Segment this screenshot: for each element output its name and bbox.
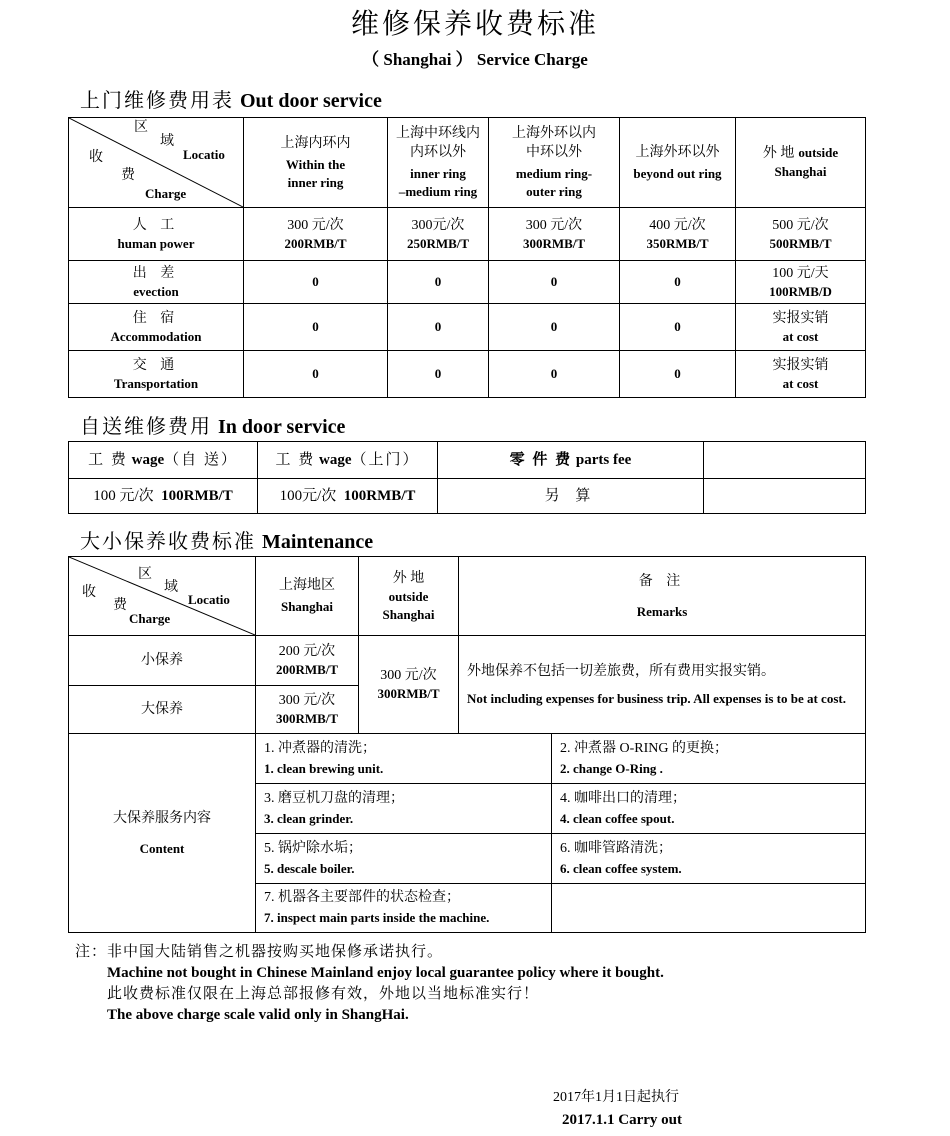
parts-cn: 零 件 费 <box>509 452 573 468</box>
outdoor-heading-en: Out door service <box>240 90 382 112</box>
header-line <box>510 450 632 470</box>
service-item <box>552 834 866 884</box>
header-en-line: inner ring <box>287 174 344 190</box>
header-outside <box>359 557 459 636</box>
service-item <box>256 734 552 784</box>
price-en: 250RMB/T <box>406 235 470 251</box>
row-label-cn: 小保养 <box>141 653 183 668</box>
maintenance-corner-header <box>69 557 256 636</box>
price-cell <box>388 351 489 398</box>
service-item <box>256 834 552 884</box>
price-value: 0 <box>550 366 558 381</box>
price-en: 100RMB/T <box>161 488 233 504</box>
document-title: 维修保养收费标准 <box>350 9 599 40</box>
note-line-cn-1: 注：非中国大陆销售之机器按购买地保修承诺执行。 <box>75 944 444 960</box>
service-item-en: 2. change O-Ring . <box>560 760 663 776</box>
remarks-cell <box>459 636 866 734</box>
price-cn: 100元/次 <box>279 488 337 504</box>
price-cn: 100 元/天 <box>772 265 829 281</box>
empty-value-cell <box>704 479 866 514</box>
price-cn: 200 元/次 <box>278 644 336 659</box>
price-cn: 300 元/次 <box>380 668 437 683</box>
header-en-line: inner ring <box>410 166 466 181</box>
price-cell <box>489 304 620 351</box>
wage-cn: 工 费 <box>275 452 316 468</box>
note-line-en-1: Machine not bought in Chinese Mainland enjoy local guarantee policy where it bought. <box>107 965 664 981</box>
price-cell <box>736 351 866 398</box>
header-en-line: –medium ring <box>398 184 478 199</box>
outdoor-service-heading <box>80 88 382 114</box>
header-inner-medium-ring <box>388 118 489 208</box>
header-cn-line: 上海中环线内 <box>396 126 480 141</box>
header-cn-line: 内环以外 <box>410 145 466 160</box>
service-item <box>256 784 552 834</box>
service-item-en: 3. clean grinder. <box>264 810 354 826</box>
row-label-cn: 住 宿 <box>132 310 180 326</box>
maintenance-heading-en: Maintenance <box>262 531 374 553</box>
row-label-major-maintenance <box>69 686 256 734</box>
wage-en: wage <box>131 452 165 468</box>
corner-fee-char-2: 费 <box>113 598 127 613</box>
empty-header-cell <box>704 442 866 479</box>
price-cn: 实报实销 <box>772 310 829 326</box>
header-remarks <box>459 557 866 636</box>
effective-date-en: 2017.1.1 Carry out <box>562 1112 682 1128</box>
row-label-cn: 大保养 <box>141 702 183 717</box>
price-value: 0 <box>674 319 681 334</box>
wage-note: （自 送） <box>164 452 238 468</box>
price-cell <box>489 261 620 304</box>
price-cell <box>489 351 620 398</box>
remarks-cn: 外地保养不包括一切差旅费，所有费用实报实销。 <box>467 664 775 679</box>
price-en: 300RMB/T <box>377 686 440 701</box>
price-value: 0 <box>674 274 681 289</box>
header-cn-line: 中环以外 <box>526 145 582 160</box>
price-value: 0 <box>434 366 442 381</box>
corner-charge-label: Charge <box>145 186 187 201</box>
corner-area-char-1: 区 <box>134 120 148 135</box>
header-en-line: outer ring <box>526 184 582 199</box>
wage-on-site-header <box>258 442 438 479</box>
price-cell <box>620 208 736 261</box>
service-item-en: 4. clean coffee spout. <box>560 810 675 826</box>
header-cn-line: 上海外环以内 <box>512 126 596 141</box>
service-item-cn: 6. 咖啡管路清洗； <box>560 840 672 856</box>
outdoor-service-table <box>68 117 866 398</box>
price-en: at cost <box>782 328 819 344</box>
price-cn: 500 元/次 <box>772 217 829 233</box>
row-label-en: Transportation <box>113 375 199 391</box>
remarks-en: Not including expenses for business trip. All expenses is to be at cost. <box>467 691 846 706</box>
header-line <box>88 450 238 470</box>
header-cn-line: 备 注 <box>638 573 686 589</box>
wage-note: （上门） <box>351 452 420 468</box>
price-value: 0 <box>434 319 442 334</box>
price-cn: 300 元/次 <box>287 217 344 233</box>
header-outside-shanghai <box>736 118 866 208</box>
service-item-cn: 2. 冲煮器 O-RING 的更换； <box>560 740 728 756</box>
indoor-service-heading <box>80 414 345 440</box>
price-cell <box>736 304 866 351</box>
price-cell <box>620 351 736 398</box>
document-subtitle: （ Shanghai ） Service Charge <box>362 50 588 69</box>
price-cell <box>244 304 388 351</box>
outside-price <box>359 636 459 734</box>
price-en: 500RMB/T <box>769 235 832 251</box>
corner-area-char-2: 域 <box>164 580 178 595</box>
row-label-en: evection <box>133 283 179 299</box>
header-en-line: Shanghai <box>382 606 435 622</box>
wage-self-delivery-header <box>69 442 258 479</box>
note-line-en-2: The above charge scale valid only in ShangHai. <box>107 1007 409 1023</box>
header-cn-line: 外 地 <box>392 570 425 586</box>
major-shanghai-price <box>256 686 359 734</box>
price-cell <box>388 261 489 304</box>
parts-fee-price <box>438 479 704 514</box>
service-item-cn: 4. 咖啡出口的清理； <box>560 790 686 806</box>
service-item-cn: 7. 机器各主要部件的状态检查； <box>264 890 460 905</box>
header-beyond-outer-ring <box>620 118 736 208</box>
header-cn-line: 上海地区 <box>279 578 335 593</box>
corner-location-label: Locatio <box>183 147 225 162</box>
service-item <box>552 784 866 834</box>
note-line-cn-2: 此收费标准仅限在上海总部报修有效，外地以当地标准实行！ <box>107 986 540 1002</box>
price-value: 0 <box>312 366 319 381</box>
price-value: 0 <box>312 319 319 334</box>
minor-shanghai-price <box>256 636 359 686</box>
price-cn: 100 元/次 <box>93 488 154 504</box>
outdoor-corner-header <box>69 118 244 208</box>
price-cn: 300 元/次 <box>278 693 336 708</box>
header-en-word: outside <box>798 145 839 160</box>
price-line <box>93 486 233 506</box>
header-en-line: medium ring- <box>515 166 593 181</box>
service-item-en: 5. descale boiler. <box>264 860 355 876</box>
maintenance-heading <box>80 529 373 555</box>
service-item-cn: 5. 锅炉除水垢； <box>264 840 362 856</box>
wage-self-delivery-price <box>69 479 258 514</box>
header-en-line: Shanghai <box>774 164 827 179</box>
row-label-evection <box>69 261 244 304</box>
price-cell <box>620 304 736 351</box>
content-label-en: Content <box>139 840 185 856</box>
header-medium-outer-ring <box>489 118 620 208</box>
price-cell <box>244 261 388 304</box>
price-value: 0 <box>550 319 558 334</box>
price-value: 0 <box>674 366 681 381</box>
header-en-line: Remarks <box>636 603 688 619</box>
price-en: 300RMB/T <box>522 235 586 251</box>
service-item-en: 6. clean coffee system. <box>560 860 682 876</box>
price-value: 0 <box>550 274 558 289</box>
service-item-en: 1. clean brewing unit. <box>264 760 384 776</box>
price-en: 200RMB/T <box>284 235 347 251</box>
header-cn-line: 上海内环内 <box>280 135 351 151</box>
price-en: at cost <box>782 375 819 391</box>
indoor-service-table <box>68 441 866 514</box>
price-en: 300RMB/T <box>275 711 339 726</box>
price-en: 200RMB/T <box>275 662 339 677</box>
price-value: 0 <box>312 274 319 289</box>
header-en-line: Within the <box>285 156 346 172</box>
header-mixed-line <box>763 144 838 163</box>
parts-price-text: 另 算 <box>544 488 597 504</box>
price-en: 100RMB/T <box>343 488 416 504</box>
price-cell <box>489 208 620 261</box>
corner-fee-char-1: 收 <box>82 585 96 600</box>
row-label-human-power <box>69 208 244 261</box>
price-cell <box>244 351 388 398</box>
row-label-cn: 交 通 <box>132 357 180 373</box>
header-shanghai <box>256 557 359 636</box>
price-line <box>280 486 416 506</box>
header-cn-line: 上海外环以外 <box>635 144 720 160</box>
service-item-cn: 1. 冲煮器的清洗； <box>264 740 376 756</box>
row-label-en: Accommodation <box>110 328 202 344</box>
corner-fee-char-1: 收 <box>89 150 103 165</box>
header-cn-word: 外 地 <box>762 146 795 161</box>
header-en-line: Shanghai <box>280 599 334 614</box>
empty-service-item <box>552 884 866 933</box>
content-label-cn: 大保养服务内容 <box>113 810 211 826</box>
price-value: 0 <box>434 274 442 289</box>
content-label-cell <box>69 734 256 933</box>
wage-on-site-price <box>258 479 438 514</box>
wage-en: wage <box>319 452 352 468</box>
corner-fee-char-2: 费 <box>121 168 135 183</box>
price-cn: 300 元/次 <box>525 217 583 233</box>
price-cn: 400 元/次 <box>649 217 706 233</box>
price-en: 100RMB/D <box>769 283 832 299</box>
maintenance-heading-cn: 大小保养收费标准 <box>80 531 256 553</box>
price-en: 350RMB/T <box>646 235 709 251</box>
service-item <box>552 734 866 784</box>
header-en-line: outside <box>388 588 429 604</box>
price-cell <box>736 261 866 304</box>
effective-date-cn: 2017年1月1日起执行 <box>553 1090 679 1105</box>
row-label-minor-maintenance <box>69 636 256 686</box>
corner-charge-label: Charge <box>129 611 171 626</box>
row-label-en: human power <box>117 235 195 251</box>
price-cell <box>388 304 489 351</box>
corner-area-char-2: 域 <box>160 134 174 149</box>
indoor-heading-cn: 自送维修费用 <box>80 416 212 438</box>
service-item-en: 7. inspect main parts inside the machine. <box>264 910 490 925</box>
corner-location-label: Locatio <box>188 592 230 607</box>
price-cn: 实报实销 <box>772 357 829 373</box>
row-label-cn: 人 工 <box>132 217 180 233</box>
parts-en: parts fee <box>575 452 632 468</box>
header-line <box>275 450 419 470</box>
row-label-cn: 出 差 <box>132 265 180 281</box>
corner-area-char-1: 区 <box>138 567 152 582</box>
price-cell <box>620 261 736 304</box>
header-en-line: beyond out ring <box>633 165 722 181</box>
outdoor-heading-cn: 上门维修费用表 <box>80 90 234 112</box>
wage-cn: 工 费 <box>88 452 128 468</box>
maintenance-table <box>68 556 866 933</box>
price-cell <box>244 208 388 261</box>
service-item-cn: 3. 磨豆机刀盘的清理； <box>264 790 404 806</box>
parts-fee-header <box>438 442 704 479</box>
price-cell <box>736 208 866 261</box>
header-within-inner-ring <box>244 118 388 208</box>
row-label-transportation <box>69 351 244 398</box>
price-cn: 300元/次 <box>411 217 465 233</box>
service-item <box>256 884 552 933</box>
indoor-heading-en: In door service <box>218 416 346 438</box>
row-label-accommodation <box>69 304 244 351</box>
price-cell <box>388 208 489 261</box>
